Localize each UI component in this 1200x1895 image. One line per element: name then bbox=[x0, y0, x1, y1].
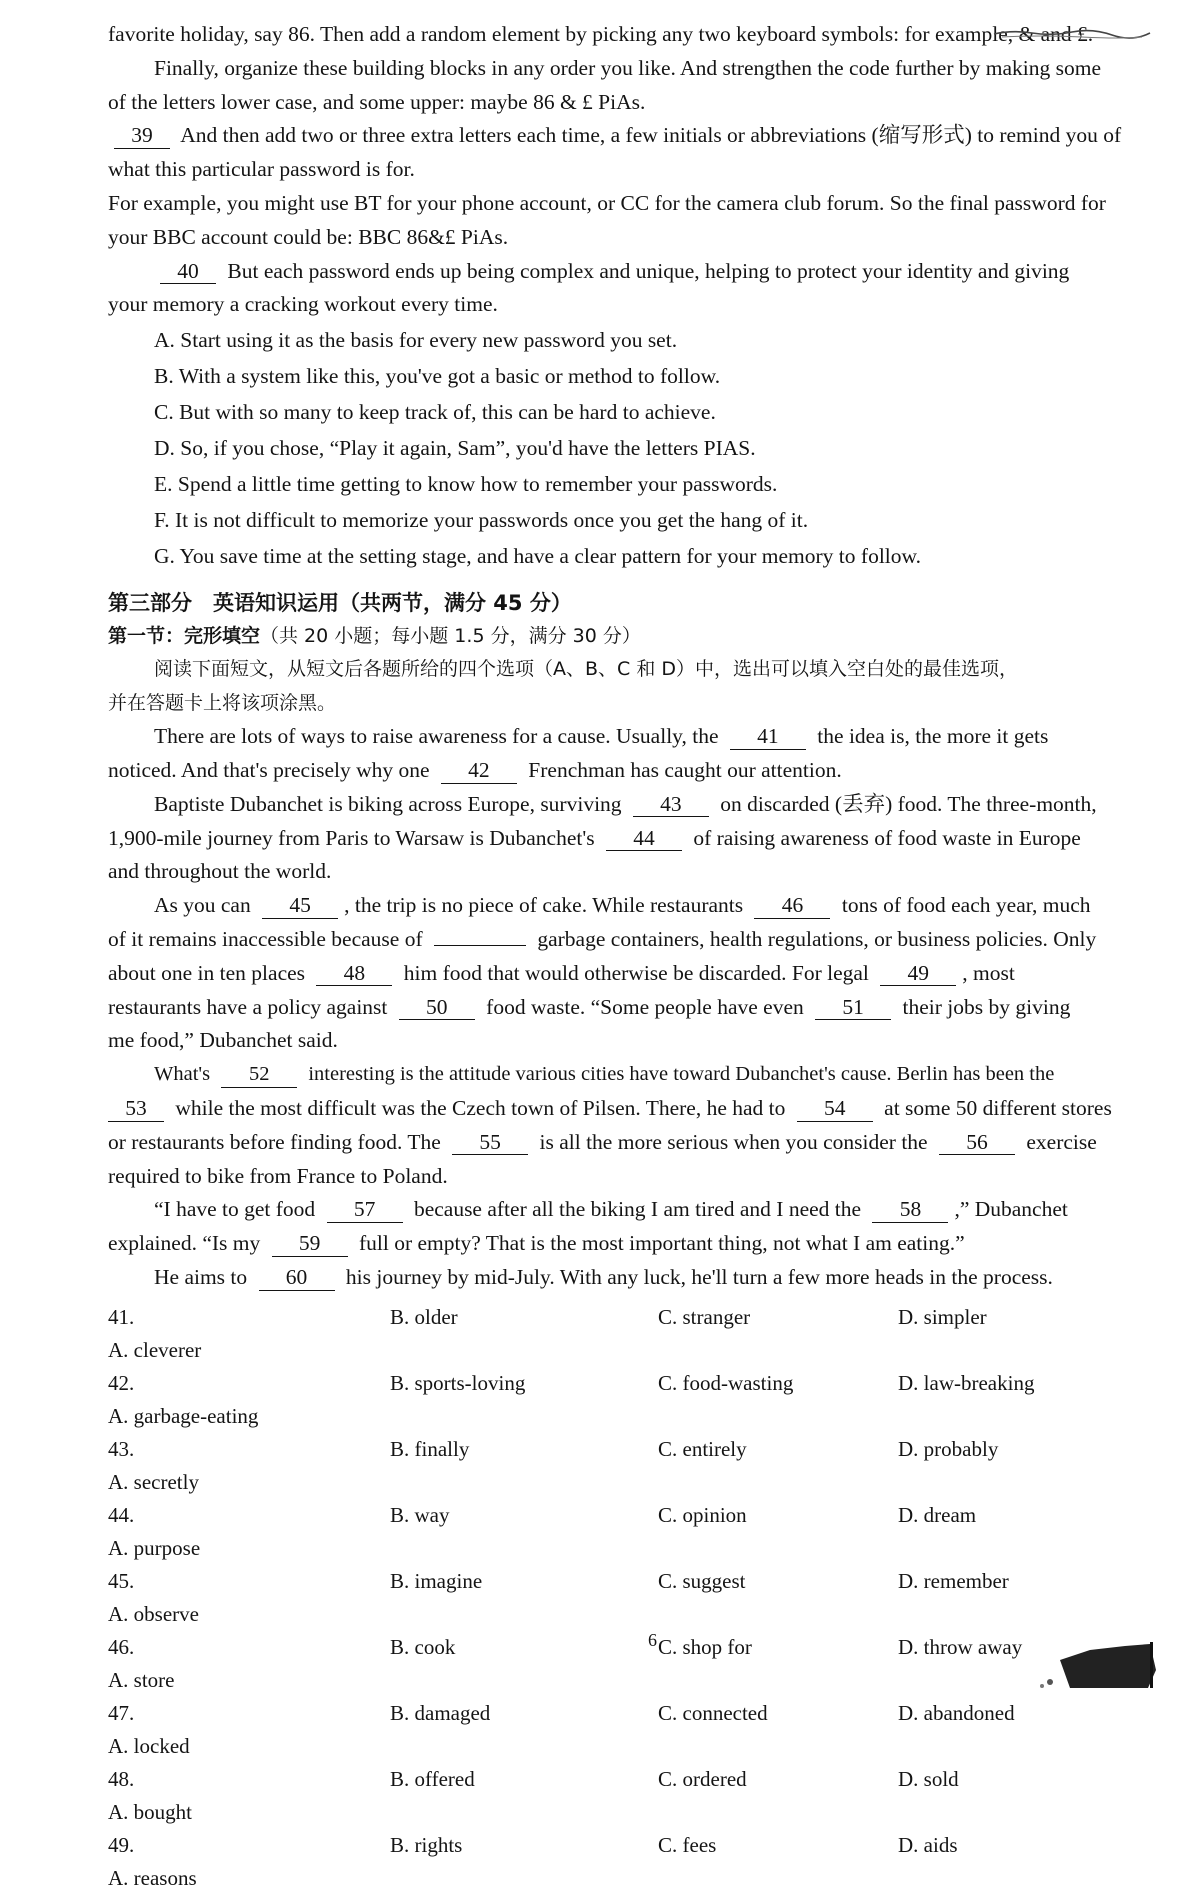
option-b[interactable]: B. older bbox=[390, 1304, 458, 1329]
cloze-line bbox=[108, 1227, 1140, 1261]
answer-blank-42[interactable]: 42 bbox=[441, 758, 517, 784]
option-b[interactable]: B. finally bbox=[390, 1436, 470, 1461]
choice-list bbox=[108, 322, 1140, 574]
scan-corner-mark bbox=[1030, 1640, 1160, 1690]
answer-blank-50[interactable]: 50 bbox=[399, 995, 475, 1021]
cloze-text: at some 50 different stores bbox=[884, 1095, 1112, 1120]
section-title: 第一节：完形填空 bbox=[108, 625, 261, 648]
passage-line: For example, you might use BT for your phone account, or CC for the camera club forum. So the final password for bbox=[108, 190, 1106, 215]
answer-blank-49[interactable]: 49 bbox=[880, 961, 956, 987]
option-row bbox=[108, 1697, 1140, 1763]
passage-line: your BBC account could be: BBC 86&£ PiAs. bbox=[108, 224, 509, 249]
answer-blank-55[interactable]: 55 bbox=[452, 1130, 528, 1156]
passage-line: Finally, organize these building blocks in any order you like. And strengthen the code further by making some bbox=[154, 55, 1101, 80]
option-a[interactable]: 44. A. purpose bbox=[108, 1502, 201, 1560]
passage-line-39 bbox=[108, 119, 1140, 187]
cloze-text: noticed. And that's precisely why one bbox=[108, 757, 430, 782]
cloze-text: because after all the biking I am tired and I need the bbox=[413, 1197, 862, 1222]
option-c[interactable]: C. stranger bbox=[658, 1304, 751, 1329]
option-row bbox=[108, 1499, 1140, 1565]
option-c[interactable]: C. opinion bbox=[658, 1502, 747, 1527]
option-row bbox=[108, 1763, 1140, 1829]
option-a[interactable]: 41. A. cleverer bbox=[108, 1304, 202, 1362]
cloze-text: of raising awareness of food waste in Europe bbox=[693, 825, 1081, 850]
cloze-text: restaurants have a policy against bbox=[108, 994, 388, 1019]
cloze-text: ,” Dubanchet bbox=[954, 1197, 1068, 1222]
option-d[interactable]: D. aids bbox=[898, 1832, 958, 1857]
option-d[interactable]: D. law-breaking bbox=[898, 1370, 1035, 1395]
cloze-text: exercise bbox=[1026, 1129, 1097, 1154]
answer-blank-54[interactable]: 54 bbox=[797, 1096, 873, 1122]
option-row bbox=[108, 1829, 1140, 1895]
option-d[interactable]: D. abandoned bbox=[898, 1700, 1015, 1725]
cloze-text: As you can bbox=[154, 893, 251, 918]
answer-blank-40[interactable]: 40 bbox=[160, 259, 216, 285]
cloze-line bbox=[108, 991, 1140, 1025]
option-d[interactable]: D. throw away bbox=[898, 1634, 1023, 1659]
choice-e: E. Spend a little time getting to know how to remember your passwords. bbox=[154, 472, 778, 497]
part3-header bbox=[108, 586, 1140, 720]
option-d[interactable]: D. dream bbox=[898, 1502, 977, 1527]
passage-text: And then add two or three extra letters each time, a few initials or abbreviations (缩写形式) to remind you of what this particular password is for. bbox=[108, 123, 1122, 182]
option-a[interactable]: 43. A. secretly bbox=[108, 1436, 199, 1494]
cloze-line bbox=[108, 754, 1140, 788]
option-b[interactable]: B. rights bbox=[390, 1832, 463, 1857]
option-a[interactable]: 46. A. store bbox=[108, 1634, 175, 1692]
option-c[interactable]: C. connected bbox=[658, 1700, 768, 1725]
cloze-line bbox=[108, 957, 1140, 991]
cloze-text: There are lots of ways to raise awareness for a cause. Usually, the bbox=[154, 724, 719, 749]
option-b[interactable]: B. cook bbox=[390, 1634, 456, 1659]
answer-blank-39[interactable]: 39 bbox=[114, 123, 170, 149]
option-d[interactable]: D. probably bbox=[898, 1436, 999, 1461]
cloze-text: of it remains inaccessible because of bbox=[108, 926, 423, 951]
option-row bbox=[108, 1565, 1140, 1631]
cloze-text: tons of food each year, much bbox=[841, 893, 1091, 918]
passage-line: your memory a cracking workout every time. bbox=[108, 292, 498, 317]
option-b[interactable]: B. imagine bbox=[390, 1568, 483, 1593]
cloze-line bbox=[108, 1261, 1140, 1295]
passage-line-40 bbox=[108, 255, 1140, 289]
option-b[interactable]: B. way bbox=[390, 1502, 450, 1527]
passage-line: of the letters lower case, and some upper: maybe 86 & £ PiAs. bbox=[108, 89, 646, 114]
cloze-line: required to bike from France to Poland. bbox=[108, 1163, 448, 1188]
cloze-text: the idea is, the more it gets bbox=[817, 724, 1049, 749]
cloze-line bbox=[108, 822, 1140, 856]
option-a[interactable]: 47. A. locked bbox=[108, 1700, 190, 1758]
answer-blank-43[interactable]: 43 bbox=[633, 792, 709, 818]
cloze-text: full or empty? That is the most important thing, not what I am eating.” bbox=[359, 1231, 965, 1256]
option-a[interactable]: 49. A. reasons bbox=[108, 1832, 197, 1890]
choice-d: D. So, if you chose, “Play it again, Sam”, you'd have the letters PIAS. bbox=[154, 436, 756, 461]
cloze-text: Baptiste Dubanchet is biking across Europe, surviving bbox=[154, 791, 622, 816]
option-b[interactable]: B. damaged bbox=[390, 1700, 491, 1725]
cloze-line bbox=[108, 1058, 1140, 1092]
cloze-line bbox=[108, 889, 1140, 923]
cloze-text: their jobs by giving bbox=[902, 994, 1071, 1019]
option-a[interactable]: 48. A. bought bbox=[108, 1766, 192, 1824]
cloze-text: “I have to get food bbox=[154, 1197, 316, 1222]
answer-blank-58[interactable]: 58 bbox=[872, 1197, 948, 1223]
option-c[interactable]: C. fees bbox=[658, 1832, 717, 1857]
cloze-text: food waste. “Some people have even bbox=[486, 994, 804, 1019]
answer-blank-45[interactable]: 45 bbox=[262, 893, 338, 919]
cloze-text: explained. “Is my bbox=[108, 1231, 261, 1256]
cloze-line bbox=[108, 720, 1140, 754]
cloze-line bbox=[108, 1193, 1140, 1227]
cloze-text: What's bbox=[154, 1063, 211, 1086]
passage-text: But each password ends up being complex and unique, helping to protect your identity and giving bbox=[227, 258, 1070, 283]
cloze-text: garbage containers, health regulations, or business policies. Only bbox=[537, 926, 1097, 951]
cloze-text: interesting is the attitude various cities have toward Dubanchet's cause. Berlin has been the bbox=[308, 1063, 1055, 1086]
choice-c: C. But with so many to keep track of, this can be hard to achieve. bbox=[154, 400, 716, 425]
choice-a: A. Start using it as the basis for every new password you set. bbox=[154, 328, 678, 353]
answer-blank-56[interactable]: 56 bbox=[939, 1130, 1015, 1156]
answer-blank-60[interactable]: 60 bbox=[259, 1265, 335, 1291]
options-grid bbox=[108, 1301, 1140, 1895]
header-scribble-mark bbox=[992, 26, 1152, 40]
cloze-text: is all the more serious when you consider the bbox=[539, 1129, 928, 1154]
option-c[interactable]: C. entirely bbox=[658, 1436, 747, 1461]
option-row bbox=[108, 1631, 1140, 1697]
answer-blank-44[interactable]: 44 bbox=[606, 826, 682, 852]
section-heading bbox=[108, 620, 1140, 652]
cloze-passage bbox=[108, 720, 1140, 1295]
answer-blank-59[interactable]: 59 bbox=[272, 1231, 348, 1257]
cloze-line bbox=[108, 1092, 1140, 1126]
cloze-text: , most bbox=[962, 960, 1015, 985]
cloze-text: about one in ten places bbox=[108, 960, 306, 985]
answer-blank-41[interactable]: 41 bbox=[730, 724, 806, 750]
task-passage bbox=[108, 18, 1140, 574]
choice-f: F. It is not difficult to memorize your passwords once you get the hang of it. bbox=[154, 508, 809, 533]
cloze-text: while the most difficult was the Czech town of Pilsen. There, he had to bbox=[175, 1095, 786, 1120]
answer-blank-47[interactable] bbox=[434, 945, 526, 946]
cloze-text: , the trip is no piece of cake. While restaurants bbox=[344, 893, 744, 918]
cloze-text: him food that would otherwise be discarded. For legal bbox=[403, 960, 869, 985]
answer-blank-52[interactable]: 52 bbox=[221, 1063, 297, 1088]
option-a[interactable]: 45. A. observe bbox=[108, 1568, 199, 1626]
cloze-text: or restaurants before finding food. The bbox=[108, 1129, 441, 1154]
choice-g: G. You save time at the setting stage, and have a clear pattern for your memory to follow. bbox=[154, 544, 922, 569]
cloze-text: his journey by mid-July. With any luck, he'll turn a few more heads in the process. bbox=[345, 1264, 1053, 1289]
option-c[interactable]: C. ordered bbox=[658, 1766, 747, 1791]
option-row bbox=[108, 1301, 1140, 1367]
answer-blank-48[interactable]: 48 bbox=[316, 961, 392, 987]
cloze-line bbox=[108, 1126, 1140, 1160]
option-c[interactable]: C. suggest bbox=[658, 1568, 746, 1593]
cloze-text: He aims to bbox=[154, 1264, 248, 1289]
cloze-line bbox=[108, 788, 1140, 822]
instruction-line: 阅读下面短文，从短文后各题所给的四个选项（A、B、C 和 D）中，选出可以填入空白处的最佳选项， bbox=[154, 658, 1019, 681]
instruction-line: 并在答题卡上将该项涂黑。 bbox=[108, 692, 337, 715]
cloze-text: 1,900-mile journey from Paris to Warsaw is Dubanchet's bbox=[108, 825, 595, 850]
option-d[interactable]: D. sold bbox=[898, 1766, 959, 1791]
page-number: 6 bbox=[648, 1630, 657, 1650]
section-detail: （共 20 小题；每小题 1.5 分，满分 30 分） bbox=[260, 625, 641, 648]
cloze-line: me food,” Dubanchet said. bbox=[108, 1028, 338, 1053]
option-d[interactable]: D. simpler bbox=[898, 1304, 987, 1329]
option-b[interactable]: B. sports-loving bbox=[390, 1370, 526, 1395]
option-b[interactable]: B. offered bbox=[390, 1766, 475, 1791]
choice-b: B. With a system like this, you've got a basic or method to follow. bbox=[154, 364, 721, 389]
answer-blank-53[interactable]: 53 bbox=[108, 1096, 164, 1122]
answer-blank-46[interactable]: 46 bbox=[754, 893, 830, 919]
cloze-text: Frenchman has caught our attention. bbox=[528, 757, 842, 782]
option-c[interactable]: C. food-wasting bbox=[658, 1370, 794, 1395]
part-title: 第三部分 英语知识运用（共两节，满分 45 分） bbox=[108, 591, 572, 616]
answer-blank-57[interactable]: 57 bbox=[327, 1197, 403, 1223]
cloze-line bbox=[108, 923, 1140, 957]
cloze-line: and throughout the world. bbox=[108, 859, 332, 884]
option-row bbox=[108, 1367, 1140, 1433]
cloze-text: on discarded (丢弃) food. The three-month, bbox=[720, 791, 1097, 816]
passage-line: favorite holiday, say 86. Then add a random element by picking any two keyboard symbols: for example, & and £. bbox=[108, 22, 1094, 46]
option-c[interactable]: C. shop for bbox=[658, 1634, 752, 1659]
option-a[interactable]: 42. A. garbage-eating bbox=[108, 1370, 259, 1428]
option-d[interactable]: D. remember bbox=[898, 1568, 1009, 1593]
option-row bbox=[108, 1433, 1140, 1499]
answer-blank-51[interactable]: 51 bbox=[815, 995, 891, 1021]
